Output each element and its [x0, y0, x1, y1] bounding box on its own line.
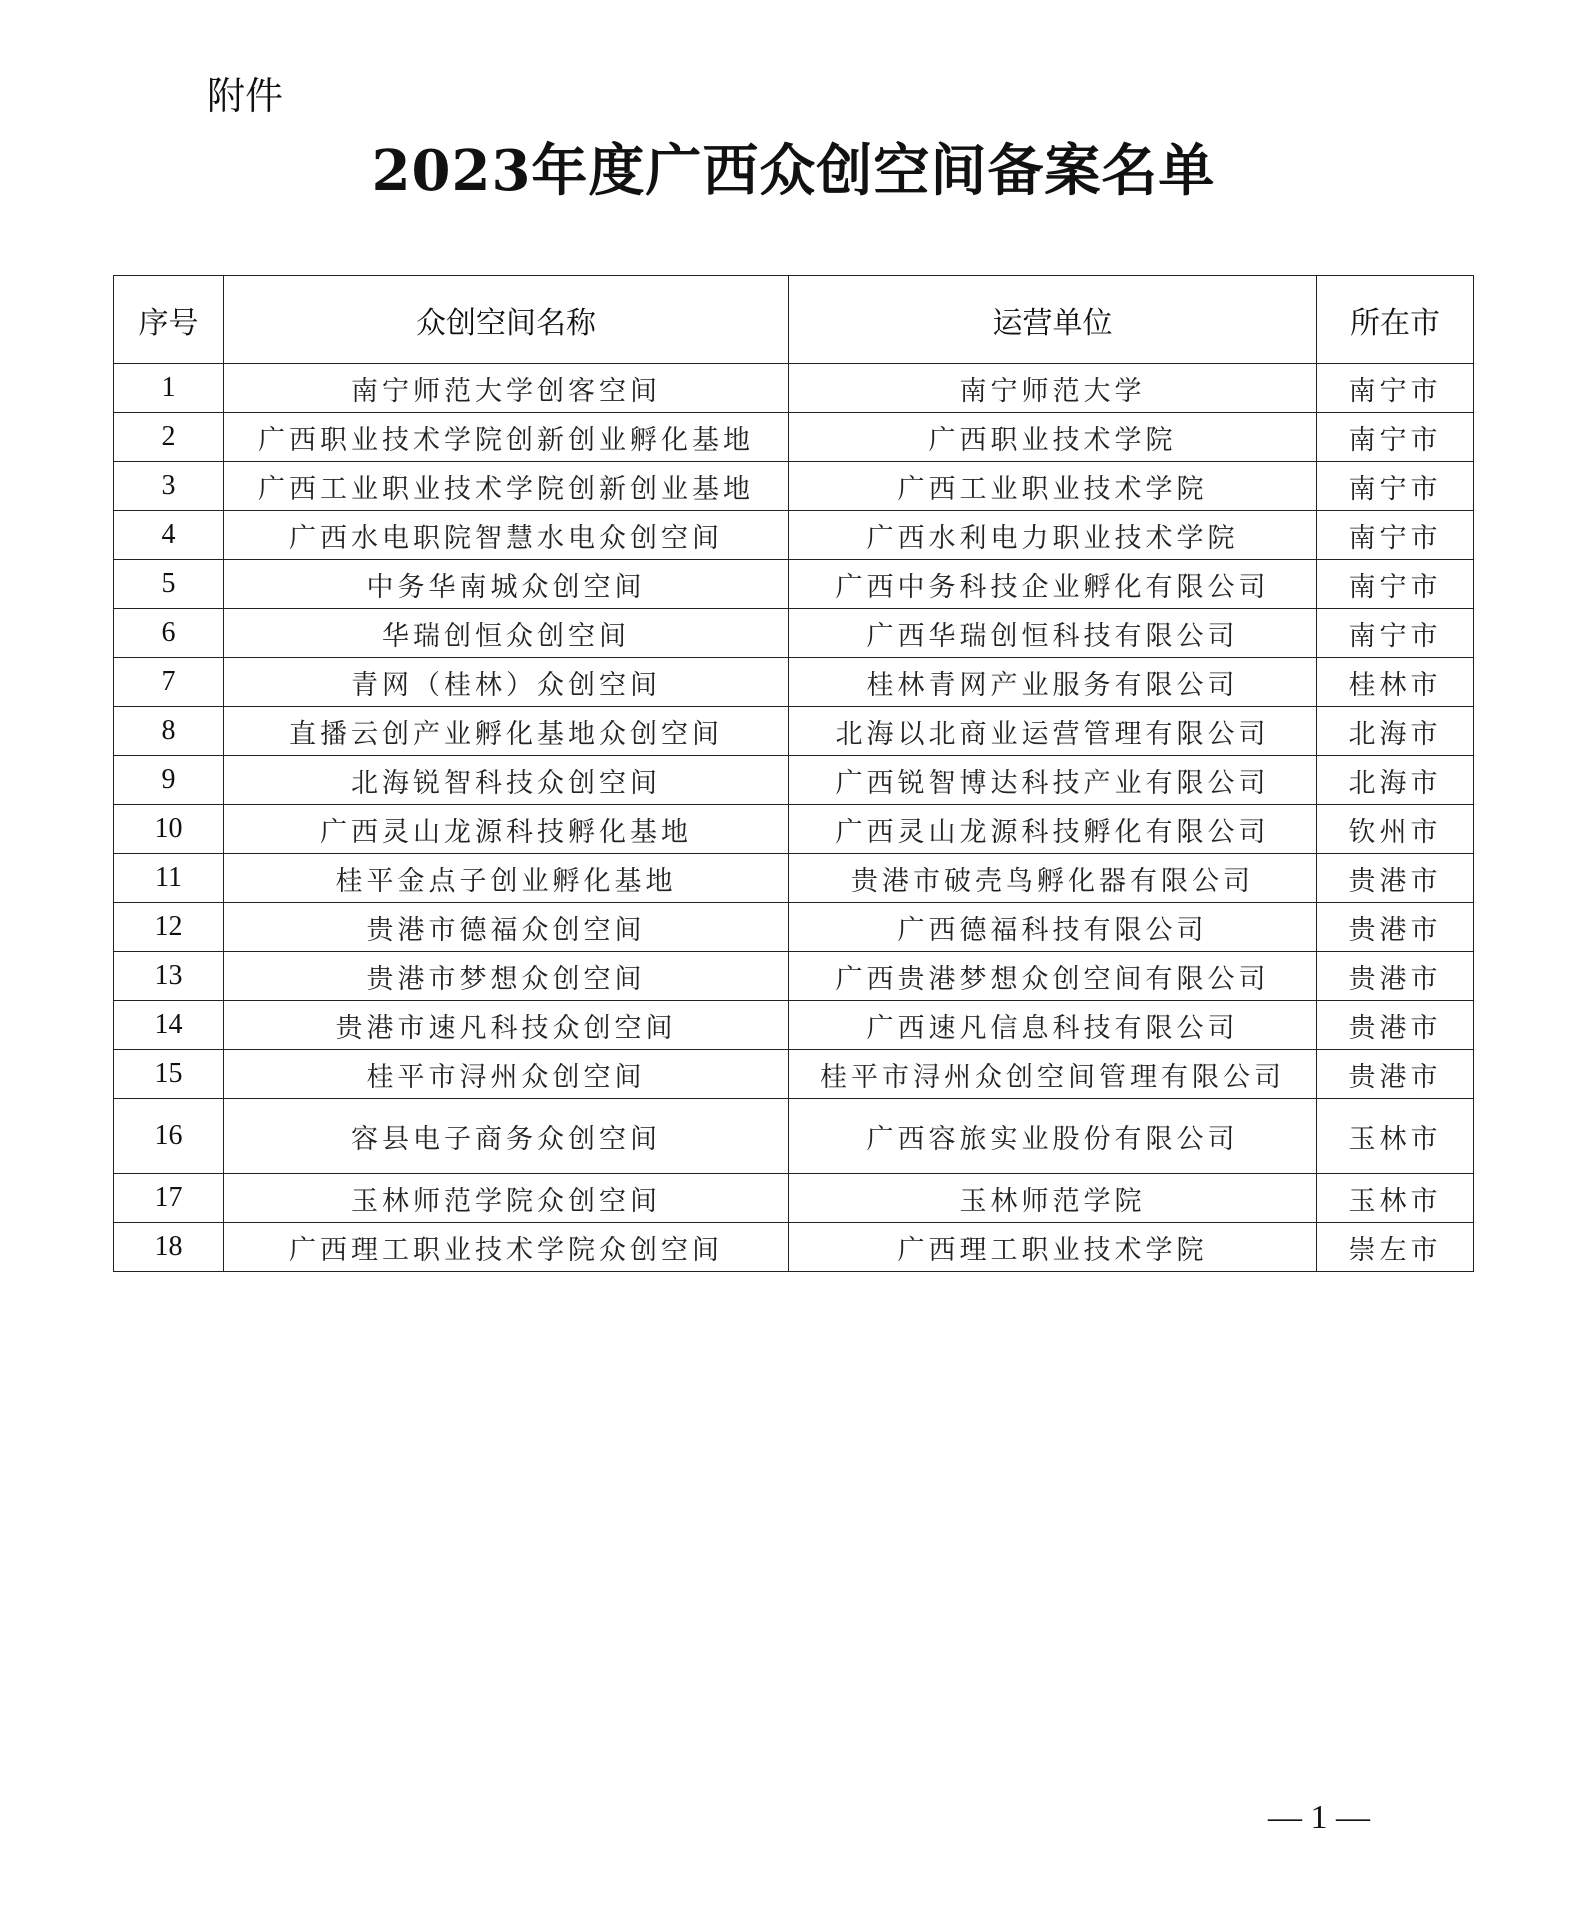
cell-city: 贵港市	[1317, 1050, 1474, 1099]
cell-operator: 广西职业技术学院	[789, 413, 1317, 462]
cell-city: 贵港市	[1317, 903, 1474, 952]
cell-no: 16	[114, 1099, 224, 1174]
cell-name: 青网（桂林）众创空间	[224, 658, 789, 707]
cell-city: 桂林市	[1317, 658, 1474, 707]
table-header-row	[114, 276, 1474, 364]
cell-operator: 广西锐智博达科技产业有限公司	[789, 756, 1317, 805]
cell-name: 广西理工职业技术学院众创空间	[224, 1223, 789, 1272]
cell-operator: 广西工业职业技术学院	[789, 462, 1317, 511]
cell-name: 广西水电职院智慧水电众创空间	[224, 511, 789, 560]
table-row	[114, 658, 1474, 707]
cell-no: 2	[114, 413, 224, 462]
cell-city: 贵港市	[1317, 952, 1474, 1001]
cell-name: 北海锐智科技众创空间	[224, 756, 789, 805]
cell-name: 广西工业职业技术学院创新创业基地	[224, 462, 789, 511]
cell-operator: 广西华瑞创恒科技有限公司	[789, 609, 1317, 658]
table-row	[114, 609, 1474, 658]
cell-no: 14	[114, 1001, 224, 1050]
table-row	[114, 707, 1474, 756]
cell-no: 7	[114, 658, 224, 707]
table-row	[114, 511, 1474, 560]
cell-no: 11	[114, 854, 224, 903]
cell-operator: 北海以北商业运营管理有限公司	[789, 707, 1317, 756]
cell-name: 玉林师范学院众创空间	[224, 1174, 789, 1223]
cell-name: 南宁师范大学创客空间	[224, 364, 789, 413]
table-row	[114, 1099, 1474, 1174]
cell-name: 桂平金点子创业孵化基地	[224, 854, 789, 903]
cell-city: 南宁市	[1317, 560, 1474, 609]
cell-no: 9	[114, 756, 224, 805]
header-name: 众创空间名称	[224, 276, 789, 364]
cell-city: 贵港市	[1317, 1001, 1474, 1050]
table-row	[114, 854, 1474, 903]
cell-city: 钦州市	[1317, 805, 1474, 854]
cell-no: 13	[114, 952, 224, 1001]
cell-city: 北海市	[1317, 707, 1474, 756]
cell-name: 贵港市梦想众创空间	[224, 952, 789, 1001]
cell-no: 3	[114, 462, 224, 511]
cell-operator: 广西容旅实业股份有限公司	[789, 1099, 1317, 1174]
cell-name: 广西灵山龙源科技孵化基地	[224, 805, 789, 854]
attachment-label: 附件	[207, 74, 284, 118]
cell-city: 贵港市	[1317, 854, 1474, 903]
cell-operator: 贵港市破壳鸟孵化器有限公司	[789, 854, 1317, 903]
cell-operator: 广西中务科技企业孵化有限公司	[789, 560, 1317, 609]
cell-name: 中务华南城众创空间	[224, 560, 789, 609]
cell-city: 南宁市	[1317, 511, 1474, 560]
cell-operator: 广西理工职业技术学院	[789, 1223, 1317, 1272]
cell-city: 南宁市	[1317, 462, 1474, 511]
header-no: 序号	[114, 276, 224, 364]
cell-no: 8	[114, 707, 224, 756]
cell-no: 18	[114, 1223, 224, 1272]
table-row	[114, 462, 1474, 511]
table-row	[114, 805, 1474, 854]
table-row	[114, 903, 1474, 952]
table-row	[114, 560, 1474, 609]
cell-city: 南宁市	[1317, 364, 1474, 413]
table-row	[114, 1050, 1474, 1099]
cell-no: 4	[114, 511, 224, 560]
cell-city: 崇左市	[1317, 1223, 1474, 1272]
table-row	[114, 1001, 1474, 1050]
cell-no: 15	[114, 1050, 224, 1099]
cell-operator: 玉林师范学院	[789, 1174, 1317, 1223]
cell-name: 广西职业技术学院创新创业孵化基地	[224, 413, 789, 462]
cell-operator: 广西德福科技有限公司	[789, 903, 1317, 952]
cell-operator: 广西贵港梦想众创空间有限公司	[789, 952, 1317, 1001]
page-number: — 1 —	[1268, 1799, 1370, 1836]
cell-operator: 桂平市浔州众创空间管理有限公司	[789, 1050, 1317, 1099]
cell-city: 南宁市	[1317, 609, 1474, 658]
cell-no: 6	[114, 609, 224, 658]
cell-operator: 南宁师范大学	[789, 364, 1317, 413]
cell-operator: 广西水利电力职业技术学院	[789, 511, 1317, 560]
table-row	[114, 952, 1474, 1001]
cell-no: 17	[114, 1174, 224, 1223]
cell-city: 玉林市	[1317, 1174, 1474, 1223]
table-row	[114, 364, 1474, 413]
cell-city: 南宁市	[1317, 413, 1474, 462]
cell-no: 12	[114, 903, 224, 952]
cell-operator: 桂林青网产业服务有限公司	[789, 658, 1317, 707]
cell-name: 容县电子商务众创空间	[224, 1099, 789, 1174]
cell-name: 桂平市浔州众创空间	[224, 1050, 789, 1099]
cell-name: 直播云创产业孵化基地众创空间	[224, 707, 789, 756]
cell-no: 5	[114, 560, 224, 609]
registry-table	[113, 275, 1474, 1272]
table-row	[114, 1223, 1474, 1272]
table-row	[114, 1174, 1474, 1223]
cell-name: 贵港市德福众创空间	[224, 903, 789, 952]
cell-name: 华瑞创恒众创空间	[224, 609, 789, 658]
cell-city: 北海市	[1317, 756, 1474, 805]
cell-no: 10	[114, 805, 224, 854]
header-city: 所在市	[1317, 276, 1474, 364]
page-title: 2023年度广西众创空间备案名单	[371, 138, 1216, 204]
cell-name: 贵港市速凡科技众创空间	[224, 1001, 789, 1050]
table-row	[114, 756, 1474, 805]
cell-operator: 广西灵山龙源科技孵化有限公司	[789, 805, 1317, 854]
cell-no: 1	[114, 364, 224, 413]
cell-operator: 广西速凡信息科技有限公司	[789, 1001, 1317, 1050]
header-operator: 运营单位	[789, 276, 1317, 364]
table-row	[114, 413, 1474, 462]
cell-city: 玉林市	[1317, 1099, 1474, 1174]
